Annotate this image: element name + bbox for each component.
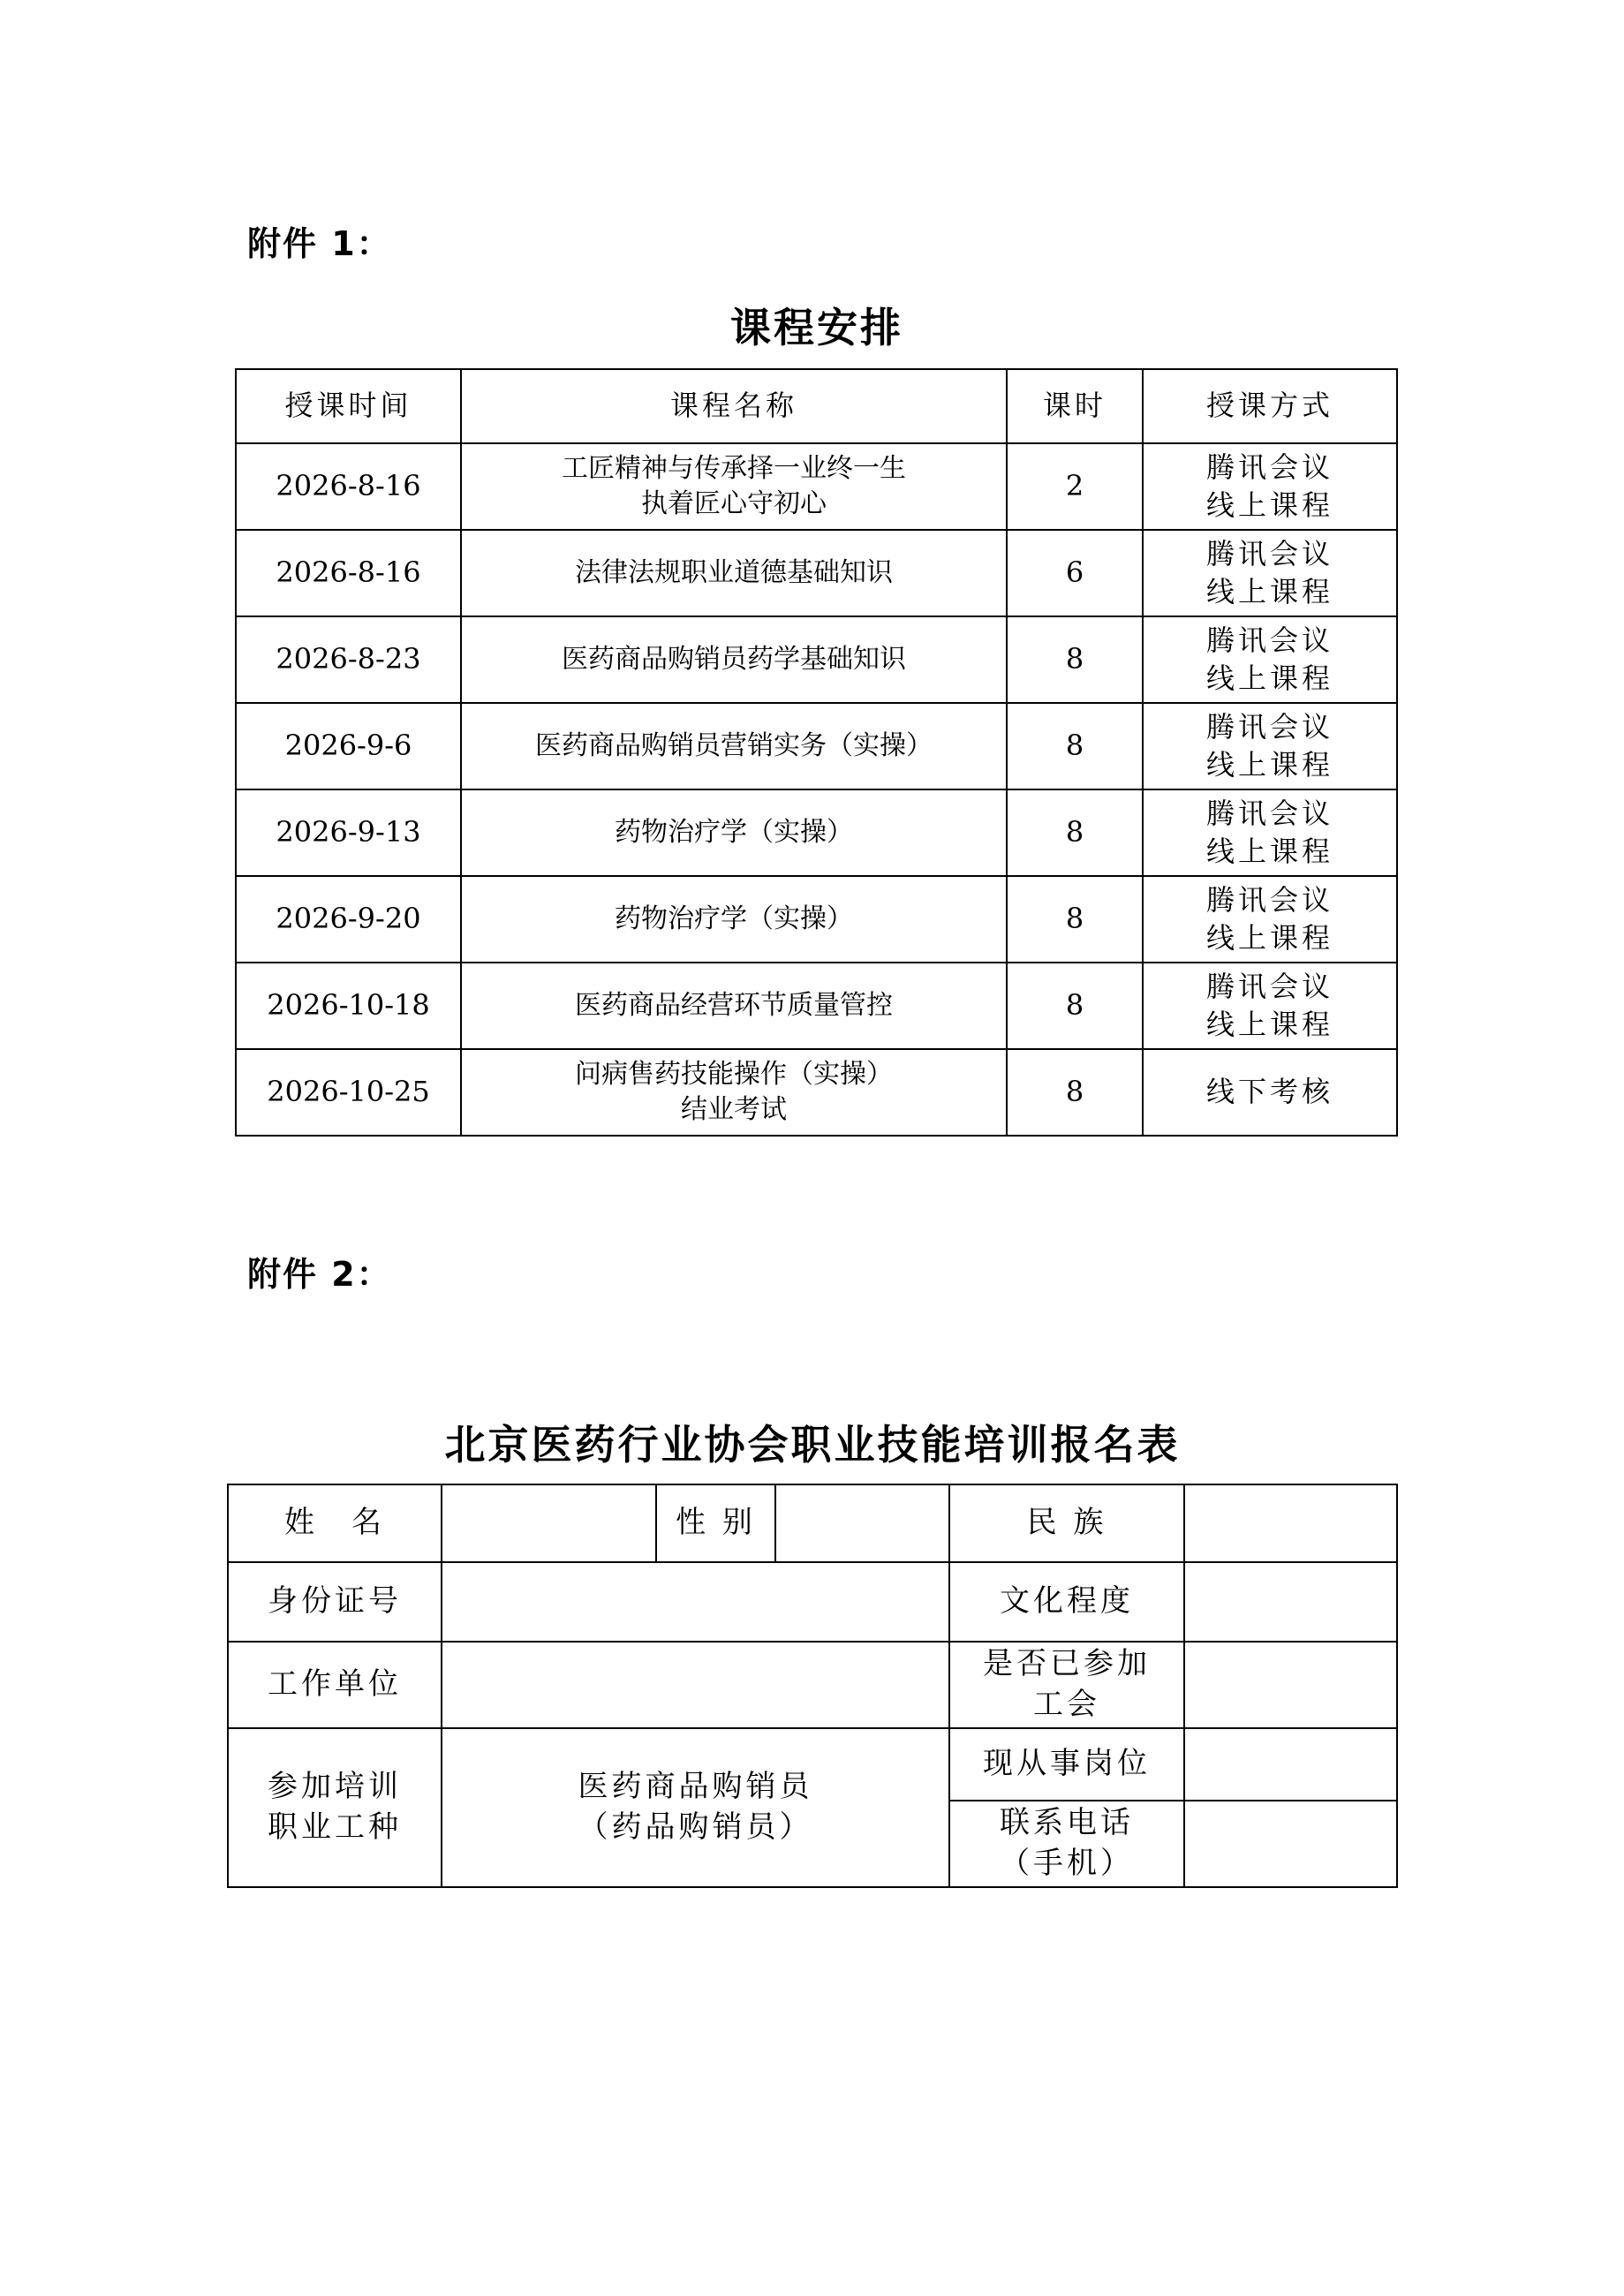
course-mode	[1143, 789, 1397, 876]
training-label-line-1: 参加培训	[268, 1769, 402, 1805]
course-hours: 8	[1007, 1049, 1143, 1136]
course-name-line: 医药商品购销员药学基础知识	[562, 643, 906, 675]
course-date: 2026-9-6	[236, 703, 461, 789]
course-name-line: 医药商品购销员营销实务（实操）	[535, 729, 933, 761]
course-name	[461, 1049, 1007, 1136]
phone-field[interactable]	[1184, 1801, 1397, 1887]
course-mode	[1143, 530, 1397, 616]
course-date: 2026-10-18	[236, 963, 461, 1049]
course-hours: 8	[1007, 789, 1143, 876]
ethnicity-field[interactable]	[1184, 1484, 1397, 1562]
course-mode-line: 线上课程	[1205, 748, 1333, 782]
header-date: 授课时间	[236, 369, 461, 443]
course-date: 2026-8-16	[236, 530, 461, 616]
phone-label-line-1: 联系电话	[1000, 1805, 1134, 1841]
course-name	[461, 789, 1007, 876]
training-value-line-1: 医药商品购销员	[578, 1769, 813, 1805]
course-schedule-title: 课程安排	[730, 304, 903, 351]
course-mode	[1143, 963, 1397, 1049]
course-hours: 8	[1007, 876, 1143, 963]
course-hours: 6	[1007, 530, 1143, 616]
id-number-label: 身份证号	[228, 1562, 442, 1642]
course-name-line: 结业考试	[681, 1094, 787, 1125]
course-mode	[1143, 703, 1397, 789]
course-name	[461, 530, 1007, 616]
attachment-1-label: 附件 1：	[247, 224, 392, 263]
course-mode	[1143, 1049, 1397, 1136]
course-date: 2026-8-16	[236, 443, 461, 530]
course-mode-line: 线上课程	[1205, 488, 1333, 522]
gender-field[interactable]	[775, 1484, 949, 1562]
course-row	[236, 963, 1397, 1049]
course-row	[236, 703, 1397, 789]
course-row	[236, 616, 1397, 703]
course-mode-line: 腾讯会议	[1205, 796, 1333, 830]
training-label-line-2: 职业工种	[268, 1809, 402, 1845]
course-name-line: 法律法规职业道德基础知识	[575, 556, 893, 588]
employer-field[interactable]	[442, 1642, 949, 1728]
course-name-line: 药物治疗学（实操）	[615, 903, 853, 934]
phone-label-line-2: （手机）	[1000, 1846, 1134, 1881]
course-name	[461, 443, 1007, 530]
course-row	[236, 876, 1397, 963]
course-mode-line: 腾讯会议	[1205, 882, 1333, 917]
header-mode: 授课方式	[1143, 369, 1397, 443]
union-label	[949, 1642, 1184, 1728]
course-name-line: 工匠精神与传承择一业终一生	[562, 452, 906, 484]
registration-form-title: 北京医药行业协会职业技能培训报名表	[444, 1421, 1181, 1469]
course-mode	[1143, 616, 1397, 703]
course-mode-line: 线上课程	[1205, 575, 1333, 608]
education-field[interactable]	[1184, 1562, 1397, 1642]
course-schedule-table	[235, 368, 1398, 1137]
course-date: 2026-9-13	[236, 789, 461, 876]
union-label-line-2: 工会	[1033, 1687, 1100, 1722]
course-row	[236, 443, 1397, 530]
course-name	[461, 963, 1007, 1049]
attachment-2-label: 附件 2：	[247, 1255, 392, 1294]
course-name-line: 药物治疗学（实操）	[615, 816, 853, 848]
name-label: 姓 名	[228, 1484, 442, 1562]
name-field[interactable]	[442, 1484, 656, 1562]
course-mode	[1143, 876, 1397, 963]
course-mode-line: 线上课程	[1205, 661, 1333, 695]
course-hours: 8	[1007, 616, 1143, 703]
course-hours: 8	[1007, 703, 1143, 789]
course-hours: 8	[1007, 963, 1143, 1049]
training-label	[228, 1728, 442, 1887]
course-row	[236, 789, 1397, 876]
course-row	[236, 1049, 1397, 1136]
registration-form-table	[227, 1484, 1398, 1888]
phone-label	[949, 1801, 1184, 1887]
ethnicity-label: 民 族	[949, 1484, 1184, 1562]
course-mode-line: 腾讯会议	[1205, 969, 1333, 1003]
training-value	[442, 1728, 949, 1887]
course-mode-line: 腾讯会议	[1205, 536, 1333, 570]
course-mode-line: 腾讯会议	[1205, 623, 1333, 657]
union-field[interactable]	[1184, 1642, 1397, 1728]
course-mode-line: 腾讯会议	[1205, 449, 1333, 484]
course-name	[461, 703, 1007, 789]
course-row	[236, 530, 1397, 616]
course-table-header-row	[236, 369, 1397, 443]
course-name-line: 问病售药技能操作（实操）	[575, 1058, 893, 1090]
course-name	[461, 616, 1007, 703]
union-label-line-1: 是否已参加	[983, 1646, 1151, 1682]
course-table-body	[236, 443, 1397, 1136]
training-value-line-2: （药品购销员）	[578, 1809, 813, 1845]
employer-label: 工作单位	[228, 1642, 442, 1728]
course-date: 2026-8-23	[236, 616, 461, 703]
course-mode-line: 线上课程	[1205, 1008, 1333, 1041]
course-date: 2026-9-20	[236, 876, 461, 963]
header-hours: 课时	[1007, 369, 1143, 443]
position-field[interactable]	[1184, 1728, 1397, 1801]
course-date: 2026-10-25	[236, 1049, 461, 1136]
header-course-name: 课程名称	[461, 369, 1007, 443]
id-number-field[interactable]	[442, 1562, 949, 1642]
position-label: 现从事岗位	[949, 1728, 1184, 1801]
course-mode-line: 线上课程	[1205, 835, 1333, 868]
course-mode-line: 线上课程	[1205, 921, 1333, 955]
gender-label: 性 别	[656, 1484, 775, 1562]
course-name-line: 医药商品经营环节质量管控	[575, 989, 893, 1021]
course-name-line: 执着匠心守初心	[641, 488, 827, 519]
course-name	[461, 876, 1007, 963]
education-label: 文化程度	[949, 1562, 1184, 1642]
course-mode-line: 线下考核	[1205, 1075, 1333, 1109]
course-hours: 2	[1007, 443, 1143, 530]
course-mode-line: 腾讯会议	[1205, 709, 1333, 744]
course-mode	[1143, 443, 1397, 530]
